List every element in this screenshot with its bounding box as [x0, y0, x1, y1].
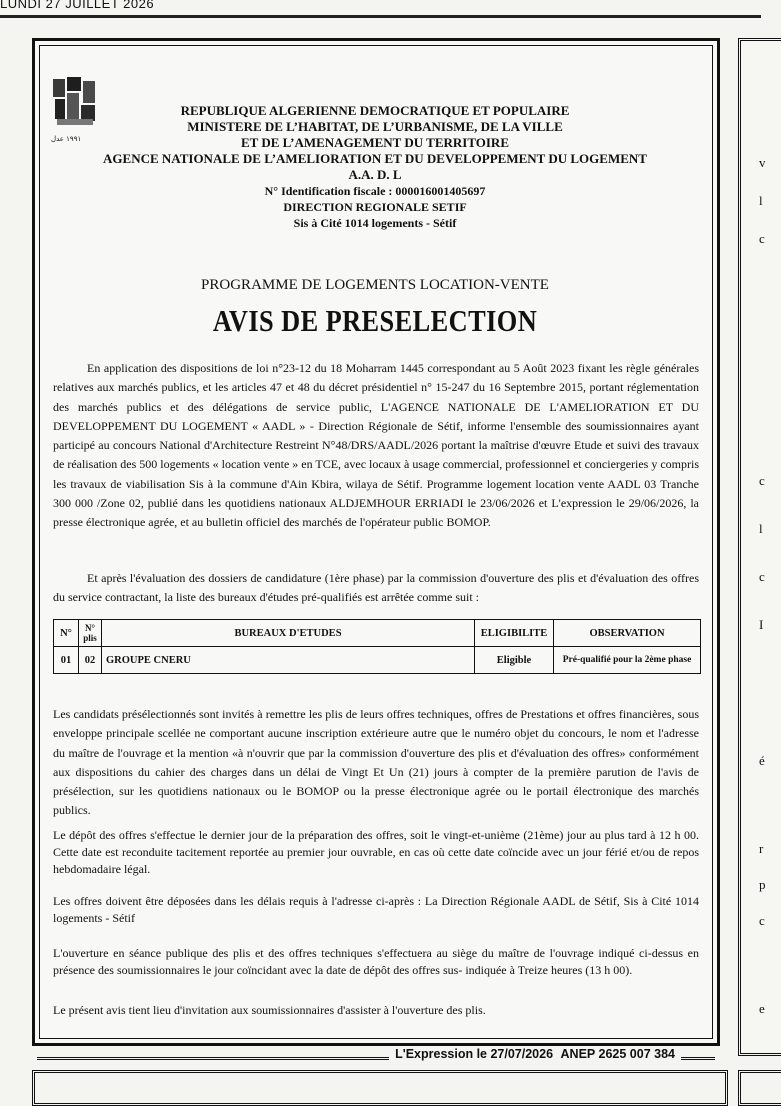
next-article-frame-right [738, 1070, 781, 1106]
publication-footer [389, 1047, 681, 1061]
paragraph-invitation: Les candidats présélectionnés sont invités à remettre les plis de leurs offres techniques, offres de Prestations et offres financières, sous enveloppe principale scellée ne comportant aucune inscription extérieure autre que le numéro objet du concours, le nom et l'adresse du maître de l'ouvrage et la mention «à n'ouvrir que par la commission d'ouverture des plis et d'évaluation des offres» conformément aux dispositions du cahier des charges dans un délai de Vingt Et Un (21) jours à compter de la première parution de l'avis de présélection, sur les quotidiens nationaux ou le BOMOP ou la presse électronique agrée ou le portail électronique des marchés publics. [53, 707, 699, 818]
program-title: PROGRAMME DE LOGEMENTS LOCATION-VENTE [201, 277, 549, 293]
col-header-observation: OBSERVATION [554, 620, 701, 647]
publication-source: L'Expression le 27/07/2026 [395, 1047, 554, 1061]
strip-letter: c [759, 913, 765, 928]
col-header-eligibility: ELIGIBILITE [475, 620, 554, 647]
strip-letter: v [759, 155, 766, 170]
table-header-row [54, 620, 701, 647]
header-line: MINISTERE DE L’HABITAT, DE L’URBANISME, DE LA VILLE [187, 119, 563, 134]
anep-label: ANEP [560, 1047, 596, 1061]
col-header-num: N° [54, 620, 79, 647]
paragraph-closing: Le présent avis tient lieu d'invitation aux soumissionnaires d'assister à l'ouverture des plis. [53, 1003, 486, 1017]
header-line: A.A. D. L [348, 167, 402, 182]
results-table [53, 619, 701, 674]
paragraph-deposit-date: Le dépôt des offres s'effectue le dernier jour de la préparation des offres, soit le vingt-et-unième (21ème) jour au plus tard à 12 h 00. Cette date est reconduite tacitement reportée au premier jour ouvrable, en cas où cette date coïncide avec un jour férié et/ou de repos hebdomadaire légal. [53, 828, 699, 876]
col-header-bureau: BUREAUX D'ETUDES [102, 620, 475, 647]
cell-num: 01 [54, 647, 79, 674]
paragraph-evaluation: Et après l'évaluation des dossiers de candidature (1ère phase) par la commission d'ouverture des plis et d'évaluation des offres du service contractant, la liste des bureaux d'études pré-qualifiés est arrêtée comme suit : [53, 571, 699, 605]
strip-letter: é [759, 753, 765, 768]
top-rule [0, 15, 761, 18]
cell-bureau: GROUPE CNERU [102, 647, 475, 674]
table-row [54, 647, 701, 674]
col-header-plis: N° plis [79, 620, 102, 647]
notice-title: AVIS DE PRESELECTION [212, 303, 538, 338]
header-line: ET DE L’AMENAGEMENT DU TERRITOIRE [240, 135, 509, 150]
cell-eligibility: Eligible [475, 647, 554, 674]
strip-letter: c [759, 473, 765, 488]
header-line: N° Identification fiscale : 000016001405697 [264, 184, 486, 198]
strip-letter: c [759, 231, 765, 246]
paragraph-deposit-address: Les offres doivent être déposées dans les délais requis à l'adresse ci-après : La Direction Régionale AADL de Sétif, Sis à Cité 1014 logements - Sétif [53, 894, 699, 925]
aadl-logo [49, 75, 101, 155]
notice-header [103, 103, 647, 231]
paragraph-application: En application des dispositions de loi n°23-12 du 18 Moharram 1445 correspondant au 5 Août 2023 fixant les règle générales relatives aux marchés publics, et les articles 47 et 48 du décret présidentiel n° 15-247 du 16 Septembre 2015, portant réglementation des marchés publics et des délégations de service public, L'AGENCE NATIONALE DE L'AMELIORATION ET DU DEVELOPPEMENT DU LOGEMENT « AADL » - Direction Régionale de Sétif, informe l'ensemble des soumissionnaires ayant participé au concours National d'Architecture Restreint N°48/DRS/AADL/2026 portant la maîtrise d'œuvre Etude et suivi des travaux de réalisation des 500 logements « location vente » en TCE, avec locaux à usage commercial, professionnel et conciergeries y compris les travaux de viabilisation Sis à la commune d'Ain Kbira, wilaya de Sétif. Programme logement location vente AADL 03 Tranche 300 000 /Zone 02, publié dans les quotidiens nationaux ALDJEMHOUR ERRIADI le 23/06/2026 et L'expression le 29/06/2026, la presse électronique agrée, et au bulletin officiel des marchés de l'opérateur public BOMOP. [53, 361, 700, 530]
header-line: DIRECTION REGIONALE SETIF [283, 200, 467, 214]
anep-number: 2625 007 384 [598, 1047, 675, 1061]
cell-plis: 02 [79, 647, 102, 674]
notice-frame [32, 38, 720, 1061]
strip-letter: c [759, 569, 765, 584]
strip-letter: I [759, 617, 764, 632]
cell-observation: Pré-qualifié pour la 2ème phase [554, 647, 701, 674]
next-article-frame [32, 1070, 728, 1106]
header-line: AGENCE NATIONALE DE L’AMELIORATION ET DU DEVELOPPEMENT DU LOGEMENT [103, 151, 647, 166]
strip-letter: l [759, 521, 763, 536]
paragraph-opening: L'ouverture en séance publique des plis et des offres techniques s'effectuera au siège du maître de l'ouvrage indiqué ci-dessus en présence des soumissionnaires le jour coïncidant avec la date de dépôt des offres sus- indiquée à Treize heures (13 h 00). [53, 946, 699, 977]
strip-letter: r [759, 841, 764, 856]
page-date: LUNDI 27 JUILLET 2026 [0, 0, 155, 11]
strip-letter: e [759, 1001, 765, 1016]
header-line: REPUBLIQUE ALGERIENNE DEMOCRATIQUE ET POPULAIRE [180, 103, 570, 118]
strip-letter: l [759, 193, 763, 208]
logo-caption: ١٩٩١ عدل [51, 135, 82, 143]
strip-letter: p [759, 877, 766, 892]
header-line: Sis à Cité 1014 logements - Sétif [293, 216, 457, 230]
adjacent-column-edge [738, 38, 781, 1056]
